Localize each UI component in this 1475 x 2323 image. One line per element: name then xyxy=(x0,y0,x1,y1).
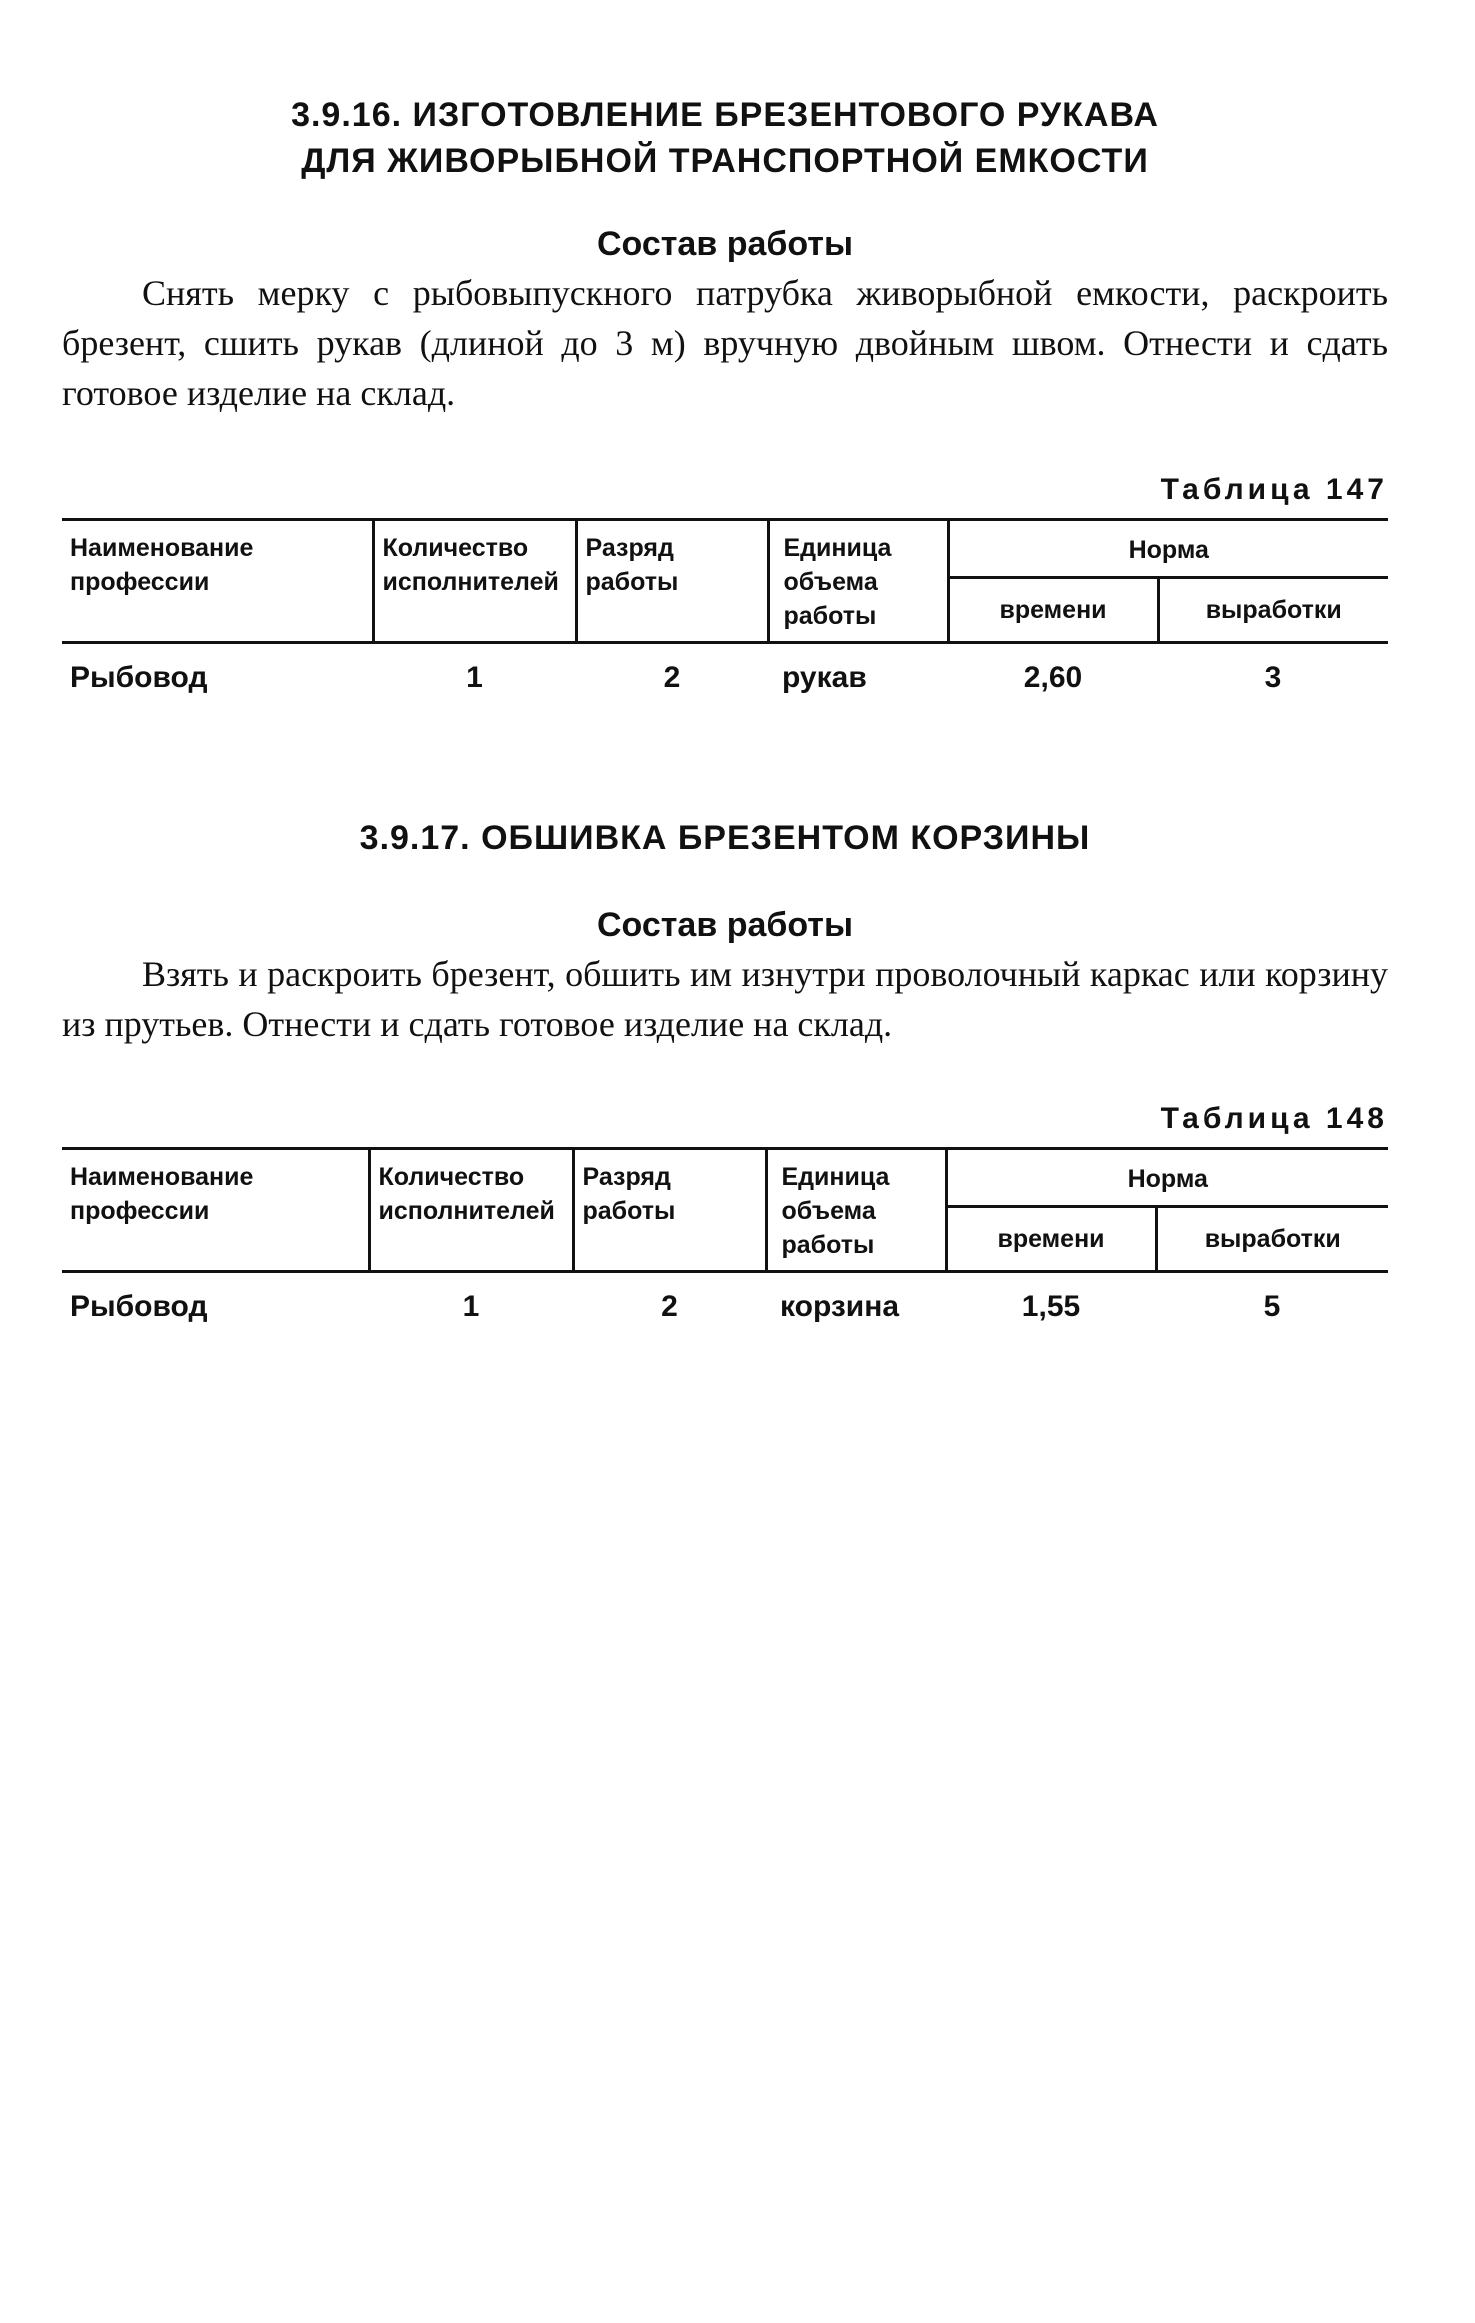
cell-count: 1 xyxy=(462,1290,480,1323)
table-header-row xyxy=(62,1149,1388,1207)
header-unit: Единица объема работы xyxy=(766,1149,946,1272)
header-norm: Норма xyxy=(946,1149,1388,1207)
header-norm-time: времени xyxy=(948,578,1158,643)
cell-profession: Рыбовод xyxy=(70,1290,208,1323)
header-unit: Единица объема работы xyxy=(768,520,948,643)
section-3-9-16 xyxy=(62,92,1388,704)
cell-grade: 2 xyxy=(663,661,681,694)
work-composition-heading: Состав работы xyxy=(597,906,853,944)
header-profession: Наименование профессии xyxy=(62,520,373,643)
cell-unit: корзина xyxy=(780,1290,900,1323)
header-norm-output: выработки xyxy=(1158,578,1388,643)
norm-table-148 xyxy=(62,1147,1388,1333)
work-composition-text: Взять и раскроить брезент, обшить им изнутри проволочный каркас или корзину из прутьев. Отнести и сдать готовое изделие на склад. xyxy=(62,954,1388,1044)
cell-output: 3 xyxy=(1264,661,1282,694)
cell-time: 2,60 xyxy=(1023,661,1083,694)
table-row xyxy=(62,1272,1388,1334)
section-title-line-1: 3.9.16. ИЗГОТОВЛЕНИЕ БРЕЗЕНТОВОГО РУКАВА xyxy=(291,96,1159,134)
cell-unit: рукав xyxy=(782,661,867,694)
work-composition-text: Снять мерку с рыбовыпускного патрубка живорыбной емкости, раскроить брезент, сшить рукав (длиной до 3 м) вручную двойным швом. Отнести и сдать готовое изделие на склад. xyxy=(62,273,1388,413)
header-count: Количество исполнителей xyxy=(373,520,576,643)
cell-output: 5 xyxy=(1263,1290,1281,1323)
header-norm-time: времени xyxy=(946,1207,1156,1272)
cell-profession: Рыбовод xyxy=(70,661,208,694)
header-count: Количество исполнителей xyxy=(369,1149,573,1272)
norm-table-147 xyxy=(62,518,1388,704)
header-profession: Наименование профессии xyxy=(62,1149,369,1272)
table-caption: Таблица 147 xyxy=(1160,473,1388,506)
header-grade: Разряд работы xyxy=(576,520,768,643)
table-caption: Таблица 148 xyxy=(1160,1102,1388,1135)
section-title: 3.9.17. ОБШИВКА БРЕЗЕНТОМ КОРЗИНЫ xyxy=(359,819,1091,857)
table-header-row xyxy=(62,520,1388,578)
section-title-line-2: ДЛЯ ЖИВОРЫБНОЙ ТРАНСПОРТНОЙ ЕМКОСТИ xyxy=(301,142,1149,180)
section-title xyxy=(62,92,1388,184)
work-composition-heading: Состав работы xyxy=(597,225,853,263)
header-norm-output: выработки xyxy=(1156,1207,1388,1272)
section-3-9-17 xyxy=(62,815,1388,1333)
cell-count: 1 xyxy=(466,661,483,694)
header-norm: Норма xyxy=(948,520,1388,578)
table-row xyxy=(62,643,1388,705)
cell-time: 1,55 xyxy=(1021,1290,1081,1323)
cell-grade: 2 xyxy=(661,1290,678,1323)
header-grade: Разряд работы xyxy=(573,1149,766,1272)
